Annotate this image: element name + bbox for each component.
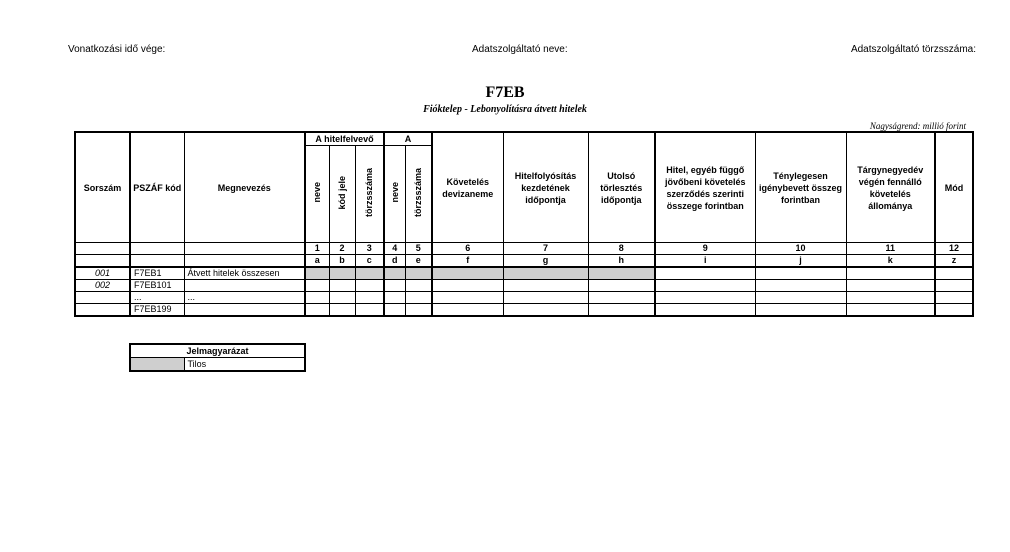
row-code: F7EB1 xyxy=(130,267,184,280)
forbidden-cell xyxy=(588,267,655,280)
data-cell[interactable] xyxy=(405,304,432,317)
data-cell[interactable] xyxy=(432,304,503,317)
col-number: 2 xyxy=(329,243,355,255)
col-letter: a xyxy=(305,255,329,268)
col-letter: c xyxy=(355,255,384,268)
data-cell[interactable] xyxy=(755,292,846,304)
data-cell[interactable] xyxy=(405,280,432,292)
table-row xyxy=(75,304,973,317)
sub-neve2-header: neve xyxy=(384,146,405,243)
forbidden-cell xyxy=(405,267,432,280)
group-hitelfelvevo-header: A hitelfelvevő xyxy=(305,132,384,146)
data-cell[interactable] xyxy=(503,304,588,317)
col-letter: g xyxy=(503,255,588,268)
col-number: 3 xyxy=(355,243,384,255)
row-name[interactable] xyxy=(184,280,305,292)
forbidden-swatch xyxy=(130,358,184,372)
col-letter: j xyxy=(755,255,846,268)
row-code: ... xyxy=(130,292,184,304)
data-cell[interactable] xyxy=(355,280,384,292)
col12-header: Mód xyxy=(935,132,973,243)
data-cell[interactable] xyxy=(935,280,973,292)
row-name[interactable]: ... xyxy=(184,292,305,304)
legend-table xyxy=(129,343,306,372)
data-cell[interactable] xyxy=(329,292,355,304)
column-letter-row xyxy=(75,255,973,268)
blank-cell xyxy=(130,243,184,255)
forbidden-label: Tilos xyxy=(184,358,305,372)
data-cell[interactable] xyxy=(355,292,384,304)
row-code: F7EB101 xyxy=(130,280,184,292)
data-cell[interactable] xyxy=(432,292,503,304)
col-number: 12 xyxy=(935,243,973,255)
sub-kod-jele-header: kód jele xyxy=(329,146,355,243)
magnitude-note: Nagyságrend: millió forint xyxy=(869,121,966,131)
col-number: 6 xyxy=(432,243,503,255)
loans-table xyxy=(74,131,974,317)
data-cell[interactable] xyxy=(384,292,405,304)
data-cell[interactable] xyxy=(655,304,755,317)
col-number: 7 xyxy=(503,243,588,255)
col-number: 11 xyxy=(846,243,935,255)
row-index: 002 xyxy=(75,280,130,292)
col-pszaf-header: PSZÁF kód xyxy=(130,132,184,243)
col9-header: Hitel, egyéb függő jövőbeni követelés szerződés szerinti összege forintban xyxy=(655,132,755,243)
data-cell[interactable] xyxy=(503,292,588,304)
forbidden-cell xyxy=(503,267,588,280)
col6-header: Követelés devizaneme xyxy=(432,132,503,243)
col-number: 10 xyxy=(755,243,846,255)
blank-cell xyxy=(184,243,305,255)
forbidden-cell xyxy=(305,267,329,280)
row-name: Átvett hitelek összesen xyxy=(184,267,305,280)
data-cell[interactable] xyxy=(655,280,755,292)
data-cell[interactable] xyxy=(588,292,655,304)
data-cell[interactable] xyxy=(755,280,846,292)
col-letter: d xyxy=(384,255,405,268)
col10-header: Ténylegesen igénybevett összeg forintban xyxy=(755,132,846,243)
col-letter: f xyxy=(432,255,503,268)
row-index xyxy=(75,304,130,317)
col-number: 4 xyxy=(384,243,405,255)
data-cell[interactable] xyxy=(432,280,503,292)
data-cell[interactable] xyxy=(305,280,329,292)
data-cell[interactable] xyxy=(305,292,329,304)
col-number: 8 xyxy=(588,243,655,255)
data-cell[interactable] xyxy=(655,267,755,280)
data-cell[interactable] xyxy=(846,280,935,292)
data-cell[interactable] xyxy=(384,304,405,317)
data-cell[interactable] xyxy=(755,304,846,317)
data-cell[interactable] xyxy=(355,304,384,317)
group-a-header: A xyxy=(384,132,432,146)
data-cell[interactable] xyxy=(588,304,655,317)
sub-torzsszama-header: törzsszáma xyxy=(355,146,384,243)
form-title: F7EB xyxy=(485,84,525,101)
col-sorszam-header: Sorszám xyxy=(75,132,130,243)
forbidden-cell xyxy=(384,267,405,280)
data-cell[interactable] xyxy=(305,304,329,317)
col-letter: e xyxy=(405,255,432,268)
header-group-row xyxy=(75,132,973,146)
legend-title: Jelmagyarázat xyxy=(130,344,305,358)
col-number: 5 xyxy=(405,243,432,255)
table-row xyxy=(75,292,973,304)
data-cell[interactable] xyxy=(846,304,935,317)
row-index xyxy=(75,292,130,304)
col-number: 1 xyxy=(305,243,329,255)
data-cell[interactable] xyxy=(384,280,405,292)
data-cell[interactable] xyxy=(846,292,935,304)
data-cell[interactable] xyxy=(405,292,432,304)
forbidden-cell xyxy=(329,267,355,280)
data-cell[interactable] xyxy=(935,292,973,304)
forbidden-cell xyxy=(432,267,503,280)
column-number-row xyxy=(75,243,973,255)
data-cell[interactable] xyxy=(329,304,355,317)
col-letter: k xyxy=(846,255,935,268)
table-row xyxy=(75,280,973,292)
col8-header: Utolsó törlesztés időpontja xyxy=(588,132,655,243)
col-letter: z xyxy=(935,255,973,268)
data-cell[interactable] xyxy=(935,267,973,280)
data-cell[interactable] xyxy=(655,292,755,304)
forbidden-cell xyxy=(355,267,384,280)
data-cell[interactable] xyxy=(329,280,355,292)
col-megnevezes-header: Megnevezés xyxy=(184,132,305,243)
provider-name-label: Adatszolgáltató neve: xyxy=(472,44,568,55)
col-letter: b xyxy=(329,255,355,268)
col11-header: Tárgynegyedév végén fennálló követelés állománya xyxy=(846,132,935,243)
row-name[interactable] xyxy=(184,304,305,317)
blank-cell xyxy=(75,243,130,255)
col7-header: Hitelfolyósítás kezdetének időpontja xyxy=(503,132,588,243)
form-subtitle: Fióktelep - Lebonyolításra átvett hitelek xyxy=(423,104,587,115)
data-cell[interactable] xyxy=(935,304,973,317)
data-cell[interactable] xyxy=(755,267,846,280)
provider-registry-label: Adatszolgáltató törzsszáma: xyxy=(850,44,976,55)
table-row-total xyxy=(75,267,973,280)
reference-date-label: Vonatkozási idő vége: xyxy=(68,44,166,55)
col-number: 9 xyxy=(655,243,755,255)
data-cell[interactable] xyxy=(588,280,655,292)
data-cell[interactable] xyxy=(503,280,588,292)
data-cell[interactable] xyxy=(846,267,935,280)
blank-cell xyxy=(130,255,184,268)
row-index: 001 xyxy=(75,267,130,280)
sub-torzsszama2-header: törzsszáma xyxy=(405,146,432,243)
row-code: F7EB199 xyxy=(130,304,184,317)
blank-cell xyxy=(184,255,305,268)
col-letter: h xyxy=(588,255,655,268)
blank-cell xyxy=(75,255,130,268)
col-letter: i xyxy=(655,255,755,268)
sub-neve-header: neve xyxy=(305,146,329,243)
